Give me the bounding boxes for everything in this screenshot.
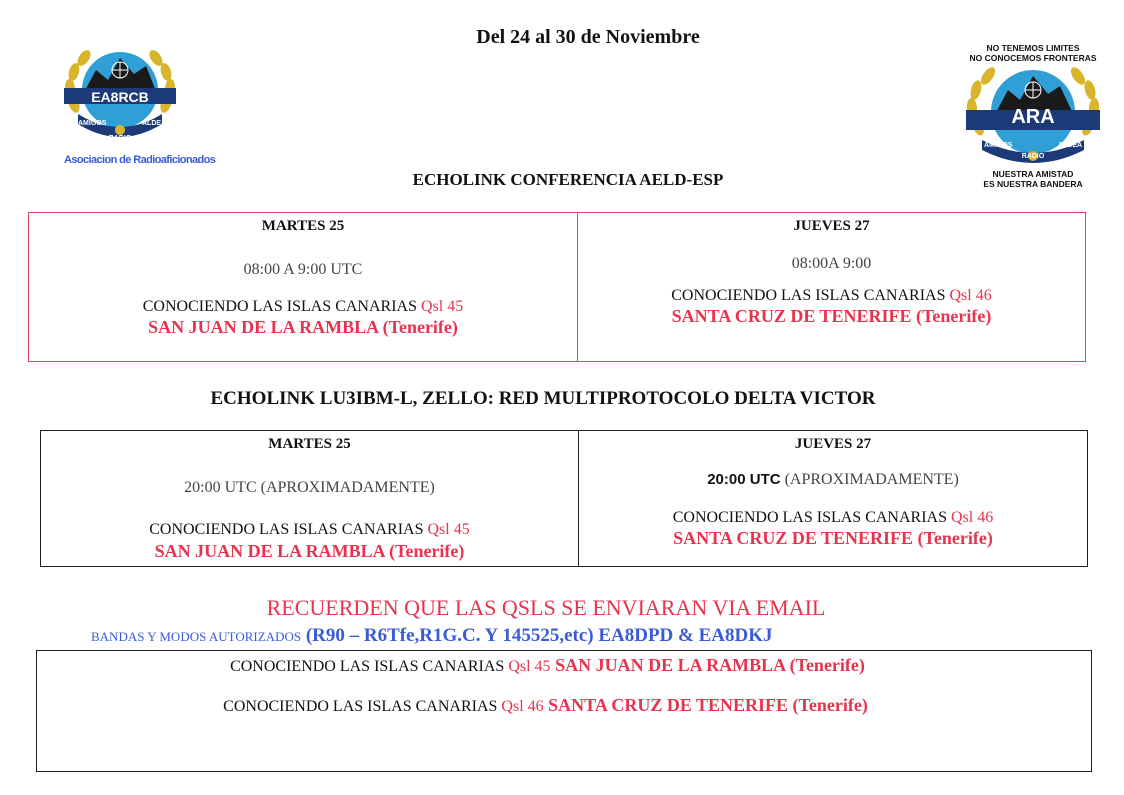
logo-left-arc-left: AMIGOS bbox=[78, 120, 107, 127]
time-line bbox=[579, 471, 1087, 489]
topic-line bbox=[41, 521, 578, 539]
logo-right-center: ARA bbox=[1011, 106, 1055, 128]
bands-label: BANDAS Y MODOS AUTORIZADOS bbox=[91, 629, 302, 644]
logo-left-arc-right: ALDEA bbox=[142, 120, 167, 127]
topic-line bbox=[578, 287, 1085, 305]
topic-text: CONOCIENDO LAS ISLAS CANARIAS bbox=[230, 658, 509, 675]
day-label: MARTES 25 bbox=[261, 218, 345, 234]
summary-row-1 bbox=[4, 655, 1091, 676]
qsl-number: Qsl 45 bbox=[421, 298, 464, 315]
section1-table bbox=[28, 212, 1086, 362]
topic-line bbox=[29, 298, 577, 316]
logo-right-radio: RADIO bbox=[1021, 153, 1045, 160]
section1-right-cell bbox=[578, 213, 1085, 361]
section1-title: ECHOLINK CONFERENCIA AELD-ESP bbox=[412, 170, 724, 189]
place-label: SANTA CRUZ DE TENERIFE (Tenerife) bbox=[671, 306, 992, 326]
qsl-number: Qsl 45 bbox=[427, 521, 470, 538]
qsl-reminder: RECUERDEN QUE LAS QSLS SE ENVIARAN VIA EMAIL bbox=[266, 595, 826, 620]
topic-text: CONOCIENDO LAS ISLAS CANARIAS bbox=[142, 298, 421, 315]
section2-table bbox=[40, 430, 1088, 567]
logo-right-bottom-line2: ES NUESTRA BANDERA bbox=[983, 179, 1083, 189]
place-label: SAN JUAN DE LA RAMBLA (Tenerife) bbox=[550, 655, 865, 675]
section2-right-cell bbox=[579, 431, 1087, 566]
section1-left-cell bbox=[29, 213, 577, 361]
logo-left-callsign: EA8RCB bbox=[91, 89, 149, 105]
time-bold: 20:00 UTC bbox=[707, 471, 781, 488]
qsl-number: Qsl 45 bbox=[508, 658, 551, 675]
time-rest: (APROXIMADAMENTE) bbox=[780, 471, 959, 488]
bands-detail: (R90 – R6Tfe,R1G.C. Y 145525,etc) EA8DPD & EA8DKJ bbox=[301, 625, 773, 646]
summary-row-2 bbox=[0, 695, 1091, 716]
ea8rcb-logo bbox=[60, 44, 216, 174]
logo-right-bottom-line1: NUESTRA AMISTAD bbox=[992, 169, 1074, 179]
place-label: SANTA CRUZ DE TENERIFE (Tenerife) bbox=[543, 695, 868, 715]
topic-text: CONOCIENDO LAS ISLAS CANARIAS bbox=[223, 698, 502, 715]
summary-box bbox=[36, 650, 1092, 772]
time-label: 20:00 UTC (APROXIMADAMENTE) bbox=[184, 479, 435, 496]
topic-text: CONOCIENDO LAS ISLAS CANARIAS bbox=[672, 509, 951, 526]
logo-right-top-line2: NO CONOCEMOS FRONTERAS bbox=[969, 53, 1097, 63]
topic-text: CONOCIENDO LAS ISLAS CANARIAS bbox=[149, 521, 428, 538]
qsl-number: Qsl 46 bbox=[501, 698, 544, 715]
ara-logo bbox=[962, 44, 1104, 190]
logo-right-arc-left: AMIGOS bbox=[984, 142, 1013, 149]
place-label: SANTA CRUZ DE TENERIFE (Tenerife) bbox=[673, 528, 993, 548]
topic-text: CONOCIENDO LAS ISLAS CANARIAS bbox=[671, 287, 950, 304]
section2-left-cell bbox=[41, 431, 578, 566]
day-label: JUEVES 27 bbox=[793, 218, 870, 234]
topic-line bbox=[579, 509, 1087, 527]
header-dates: Del 24 al 30 de Noviembre bbox=[476, 26, 700, 48]
time-label: 08:00 A 9:00 UTC bbox=[243, 261, 363, 278]
logo-left-radio: RADIO bbox=[108, 135, 132, 142]
logo-right-top-line1: NO TENEMOS LIMITES bbox=[986, 43, 1080, 53]
logo-right-arc-right: ALDEA bbox=[1058, 142, 1083, 149]
qsl-number: Qsl 46 bbox=[951, 509, 994, 526]
time-label: 08:00A 9:00 bbox=[791, 255, 872, 272]
day-label: JUEVES 27 bbox=[794, 436, 872, 452]
bands-line bbox=[91, 625, 773, 647]
section2-title: ECHOLINK LU3IBM-L, ZELLO: RED MULTIPROTOCOLO DELTA VICTOR bbox=[210, 388, 876, 409]
logo-left-caption: Asociacion de Radioaficionados bbox=[64, 154, 216, 166]
day-label: MARTES 25 bbox=[268, 436, 351, 452]
qsl-number: Qsl 46 bbox=[949, 287, 992, 304]
place-label: SAN JUAN DE LA RAMBLA (Tenerife) bbox=[154, 541, 465, 561]
place-label: SAN JUAN DE LA RAMBLA (Tenerife) bbox=[148, 317, 458, 337]
